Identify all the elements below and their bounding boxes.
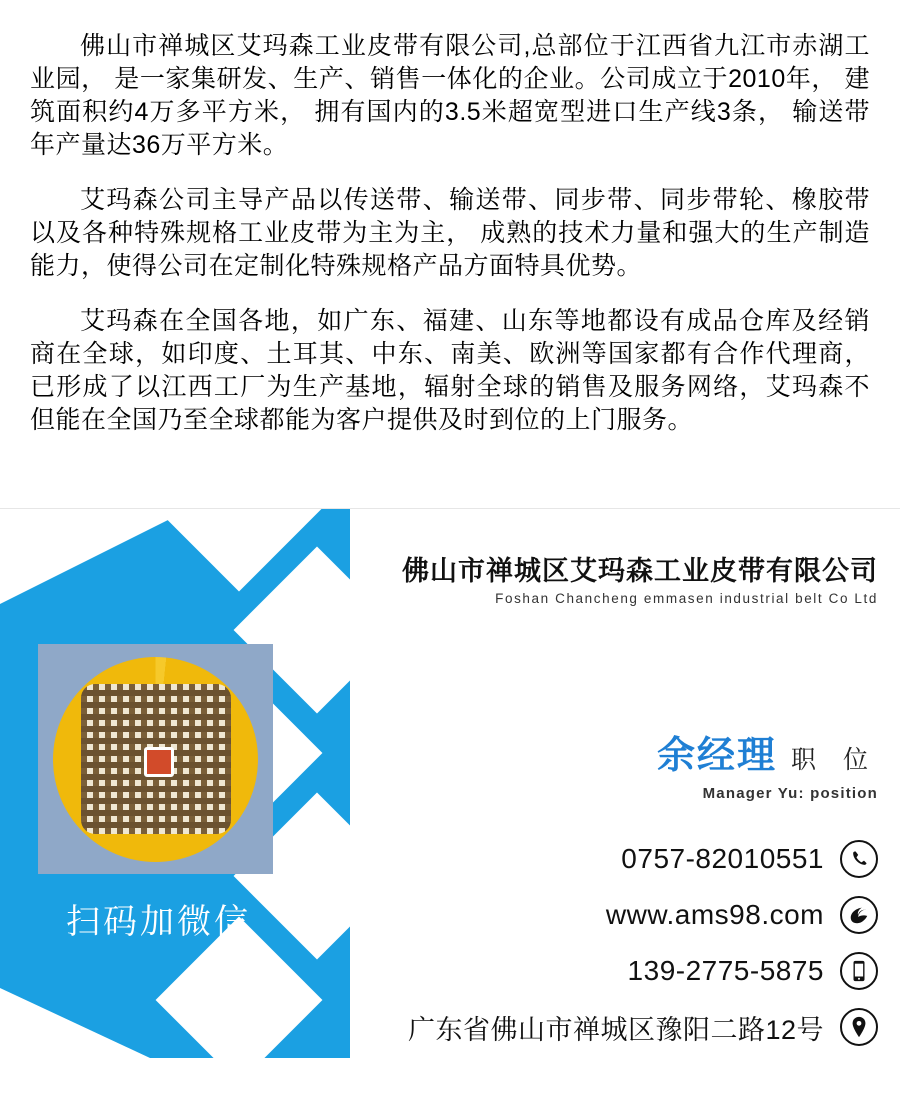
phone-icon: [840, 840, 878, 878]
sunflower-graphic: [53, 657, 258, 862]
footer-strip: [0, 1058, 900, 1096]
contact-row-website: [378, 895, 878, 935]
mobile-number: 139-2775-5875: [627, 955, 824, 986]
article-paragraph-3: 艾玛森在全国各地，如广东、福建、山东等地都设有成品仓库及经销商在全球，如印度、土耳其、中东、南美、欧洲等国家都有合作代理商，已形成了以江西工厂为生产基地，辐射全球的销售及服务网络，艾玛森不但能在全国乃至全球都能为客户提供及时到位的上门服务。: [30, 307, 870, 434]
decorative-wedge-top: [0, 509, 190, 604]
contact-row-address: [378, 1007, 878, 1047]
article-paragraph-2: 艾玛森公司主导产品以传送带、输送带、同步带、同步带轮、橡胶带以及各种特殊规格工业皮带为主为主， 成熟的技术力量和强大的生产制造能力，使得公司在定制化特殊规格产品方面特具优势。: [30, 186, 870, 280]
company-name-cn: 佛山市禅城区艾玛森工业皮带有限公司: [402, 556, 878, 586]
browser-icon: [840, 896, 878, 934]
person-name-en: Manager Yu: position: [702, 785, 878, 802]
business-card: [0, 508, 900, 1058]
company-name-en: Foshan Chancheng emmasen industrial belt Co Ltd: [495, 591, 878, 606]
qr-code-image: [81, 684, 231, 834]
card-info-panel: [360, 509, 900, 1058]
person-title-cn: 职 位: [791, 746, 878, 774]
address-text: 广东省佛山市禅城区豫阳二路12号: [407, 1014, 824, 1045]
decorative-wedge-bottom: [0, 988, 150, 1058]
article-body: [0, 0, 900, 437]
website-url: www.ams98.com: [605, 899, 824, 930]
article-paragraph-1: 佛山市禅城区艾玛森工业皮带有限公司,总部位于江西省九江市赤湖工业园， 是一家集研发、生产、销售一体化的企业。公司成立于2010年， 建筑面积约4万多平方米， 拥有国内的3.5米超宽型进口生产线3条， 输送带年产量达36万平方米。: [30, 32, 870, 159]
person-name-cn: 余经理: [657, 735, 778, 777]
contact-person: [657, 724, 878, 802]
person-line: [657, 724, 878, 779]
mobile-icon: [840, 952, 878, 990]
phone-number: 0757-82010551: [621, 843, 824, 874]
qr-caption: 扫码加微信: [66, 902, 251, 942]
contact-row-mobile: [378, 951, 878, 991]
wechat-qr-code: [38, 644, 273, 874]
location-pin-icon: [840, 1008, 878, 1046]
contact-list: [378, 839, 878, 1058]
contact-row-phone: [378, 839, 878, 879]
